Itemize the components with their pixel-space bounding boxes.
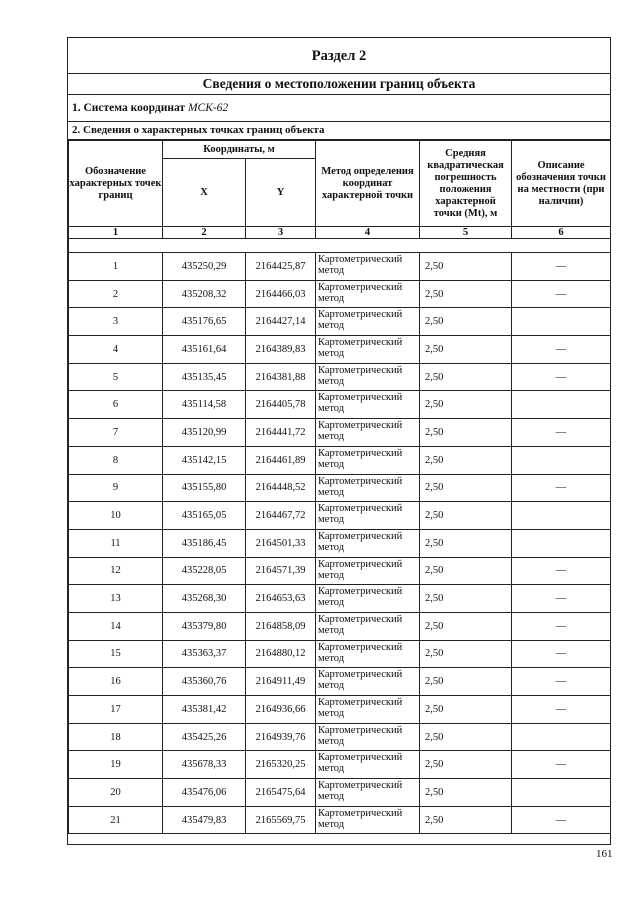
y-coordinate-cell: 2164501,33 xyxy=(246,529,316,557)
point-number-cell: 7 xyxy=(69,419,163,447)
error-cell: 2,50 xyxy=(420,779,512,807)
table-row xyxy=(69,253,611,281)
y-coordinate-cell: 2164911,49 xyxy=(246,668,316,696)
x-coordinate-cell: 435250,29 xyxy=(163,253,246,281)
y-coordinate-cell: 2164467,72 xyxy=(246,502,316,530)
error-cell: 2,50 xyxy=(420,751,512,779)
point-number-cell: 3 xyxy=(69,308,163,336)
header-coordinates: Координаты, м xyxy=(163,141,316,159)
method-cell: Картометрический метод xyxy=(316,612,420,640)
x-coordinate-cell: 435142,15 xyxy=(163,446,246,474)
x-coordinate-cell: 435476,06 xyxy=(163,779,246,807)
table-row xyxy=(69,640,611,668)
header-error: Средняя квадратическая погрешность положения характерной точки (Mt), м xyxy=(420,141,512,227)
error-cell: 2,50 xyxy=(420,612,512,640)
table-row xyxy=(69,723,611,751)
table-row xyxy=(69,751,611,779)
x-coordinate-cell: 435155,80 xyxy=(163,474,246,502)
x-coordinate-cell: 435360,76 xyxy=(163,668,246,696)
error-cell: 2,50 xyxy=(420,446,512,474)
error-cell: 2,50 xyxy=(420,253,512,281)
description-cell xyxy=(512,308,611,336)
method-cell: Картометрический метод xyxy=(316,640,420,668)
column-number: 2 xyxy=(163,227,246,239)
description-cell: — xyxy=(512,640,611,668)
description-cell: — xyxy=(512,557,611,585)
y-coordinate-cell: 2164653,63 xyxy=(246,585,316,613)
x-coordinate-cell: 435161,64 xyxy=(163,336,246,364)
table-row xyxy=(69,280,611,308)
description-cell: — xyxy=(512,280,611,308)
table-row xyxy=(69,474,611,502)
header-description: Описание обозначения точки на местности (при наличии) xyxy=(512,141,611,227)
method-cell: Картометрический метод xyxy=(316,446,420,474)
y-coordinate-cell: 2164425,87 xyxy=(246,253,316,281)
table-row xyxy=(69,668,611,696)
y-coordinate-cell: 2164405,78 xyxy=(246,391,316,419)
point-number-cell: 12 xyxy=(69,557,163,585)
point-number-cell: 4 xyxy=(69,336,163,364)
table-row xyxy=(69,779,611,807)
error-cell: 2,50 xyxy=(420,668,512,696)
blank-row xyxy=(69,239,611,253)
description-cell: — xyxy=(512,474,611,502)
table-row xyxy=(69,336,611,364)
error-cell: 2,50 xyxy=(420,557,512,585)
y-coordinate-cell: 2164858,09 xyxy=(246,612,316,640)
table-row xyxy=(69,806,611,834)
x-coordinate-cell: 435379,80 xyxy=(163,612,246,640)
description-cell xyxy=(512,779,611,807)
description-cell: — xyxy=(512,696,611,724)
y-coordinate-cell: 2164461,89 xyxy=(246,446,316,474)
method-cell: Картометрический метод xyxy=(316,363,420,391)
table-row xyxy=(69,502,611,530)
point-number-cell: 1 xyxy=(69,253,163,281)
header-y: Y xyxy=(246,159,316,227)
y-coordinate-cell: 2164389,83 xyxy=(246,336,316,364)
table-row xyxy=(69,612,611,640)
column-numbers-row xyxy=(69,227,611,239)
x-coordinate-cell: 435135,45 xyxy=(163,363,246,391)
description-cell: — xyxy=(512,419,611,447)
point-number-cell: 11 xyxy=(69,529,163,557)
blank-cell xyxy=(69,239,611,253)
column-number: 4 xyxy=(316,227,420,239)
description-cell xyxy=(512,502,611,530)
document-sheet xyxy=(67,37,611,845)
section-subtitle: Сведения о местоположении границ объекта xyxy=(68,74,610,95)
point-number-cell: 21 xyxy=(69,806,163,834)
error-cell: 2,50 xyxy=(420,806,512,834)
table-row xyxy=(69,529,611,557)
x-coordinate-cell: 435114,58 xyxy=(163,391,246,419)
method-cell: Картометрический метод xyxy=(316,474,420,502)
point-number-cell: 13 xyxy=(69,585,163,613)
error-cell: 2,50 xyxy=(420,502,512,530)
error-cell: 2,50 xyxy=(420,696,512,724)
method-cell: Картометрический метод xyxy=(316,336,420,364)
error-cell: 2,50 xyxy=(420,640,512,668)
x-coordinate-cell: 435120,99 xyxy=(163,419,246,447)
y-coordinate-cell: 2164936,66 xyxy=(246,696,316,724)
method-cell: Картометрический метод xyxy=(316,529,420,557)
point-number-cell: 14 xyxy=(69,612,163,640)
column-number: 5 xyxy=(420,227,512,239)
point-number-cell: 16 xyxy=(69,668,163,696)
description-cell xyxy=(512,723,611,751)
method-cell: Картометрический метод xyxy=(316,723,420,751)
point-number-cell: 5 xyxy=(69,363,163,391)
y-coordinate-cell: 2164441,72 xyxy=(246,419,316,447)
method-cell: Картометрический метод xyxy=(316,779,420,807)
y-coordinate-cell: 2165475,64 xyxy=(246,779,316,807)
points-table-body xyxy=(69,253,611,834)
table-row xyxy=(69,363,611,391)
point-number-cell: 6 xyxy=(69,391,163,419)
column-number: 6 xyxy=(512,227,611,239)
header-x: X xyxy=(163,159,246,227)
method-cell: Картометрический метод xyxy=(316,308,420,336)
description-cell: — xyxy=(512,253,611,281)
point-number-cell: 2 xyxy=(69,280,163,308)
column-number: 3 xyxy=(246,227,316,239)
coord-system-value: МСК-62 xyxy=(187,102,229,114)
y-coordinate-cell: 2164466,03 xyxy=(246,280,316,308)
y-coordinate-cell: 2165569,75 xyxy=(246,806,316,834)
x-coordinate-cell: 435268,30 xyxy=(163,585,246,613)
x-coordinate-cell: 435165,05 xyxy=(163,502,246,530)
description-cell: — xyxy=(512,806,611,834)
y-coordinate-cell: 2164571,39 xyxy=(246,557,316,585)
table-row xyxy=(69,391,611,419)
x-coordinate-cell: 435479,83 xyxy=(163,806,246,834)
point-number-cell: 20 xyxy=(69,779,163,807)
table-row xyxy=(69,696,611,724)
error-cell: 2,50 xyxy=(420,723,512,751)
x-coordinate-cell: 435228,05 xyxy=(163,557,246,585)
section-title: Раздел 2 xyxy=(68,38,610,74)
description-cell xyxy=(512,529,611,557)
x-coordinate-cell: 435176,65 xyxy=(163,308,246,336)
error-cell: 2,50 xyxy=(420,529,512,557)
y-coordinate-cell: 2164381,88 xyxy=(246,363,316,391)
y-coordinate-cell: 2164880,12 xyxy=(246,640,316,668)
point-number-cell: 19 xyxy=(69,751,163,779)
table-row xyxy=(69,557,611,585)
x-coordinate-cell: 435186,45 xyxy=(163,529,246,557)
header-point-designation: Обозначение характерных точек границ xyxy=(69,141,163,227)
coord-system-row xyxy=(68,95,610,122)
error-cell: 2,50 xyxy=(420,391,512,419)
x-coordinate-cell: 435678,33 xyxy=(163,751,246,779)
x-coordinate-cell: 435425,26 xyxy=(163,723,246,751)
table-row xyxy=(69,585,611,613)
method-cell: Картометрический метод xyxy=(316,280,420,308)
description-cell: — xyxy=(512,668,611,696)
error-cell: 2,50 xyxy=(420,363,512,391)
error-cell: 2,50 xyxy=(420,308,512,336)
method-cell: Картометрический метод xyxy=(316,502,420,530)
point-number-cell: 9 xyxy=(69,474,163,502)
error-cell: 2,50 xyxy=(420,419,512,447)
point-number-cell: 15 xyxy=(69,640,163,668)
description-cell: — xyxy=(512,363,611,391)
point-number-cell: 10 xyxy=(69,502,163,530)
error-cell: 2,50 xyxy=(420,585,512,613)
method-cell: Картометрический метод xyxy=(316,806,420,834)
x-coordinate-cell: 435381,42 xyxy=(163,696,246,724)
method-cell: Картометрический метод xyxy=(316,668,420,696)
x-coordinate-cell: 435208,32 xyxy=(163,280,246,308)
description-cell xyxy=(512,391,611,419)
error-cell: 2,50 xyxy=(420,474,512,502)
error-cell: 2,50 xyxy=(420,336,512,364)
method-cell: Картометрический метод xyxy=(316,585,420,613)
table-row xyxy=(69,446,611,474)
y-coordinate-cell: 2165320,25 xyxy=(246,751,316,779)
description-cell xyxy=(512,446,611,474)
description-cell: — xyxy=(512,751,611,779)
y-coordinate-cell: 2164427,14 xyxy=(246,308,316,336)
header-method: Метод определения координат характерной точки xyxy=(316,141,420,227)
description-cell: — xyxy=(512,585,611,613)
x-coordinate-cell: 435363,37 xyxy=(163,640,246,668)
method-cell: Картометрический метод xyxy=(316,557,420,585)
point-number-cell: 8 xyxy=(69,446,163,474)
point-number-cell: 18 xyxy=(69,723,163,751)
method-cell: Картометрический метод xyxy=(316,419,420,447)
table-row xyxy=(69,419,611,447)
coord-system-label: 1. Система координат xyxy=(72,102,186,114)
y-coordinate-cell: 2164448,52 xyxy=(246,474,316,502)
error-cell: 2,50 xyxy=(420,280,512,308)
point-number-cell: 17 xyxy=(69,696,163,724)
table-row xyxy=(69,308,611,336)
description-cell: — xyxy=(512,336,611,364)
method-cell: Картометрический метод xyxy=(316,391,420,419)
description-cell: — xyxy=(512,612,611,640)
method-cell: Картометрический метод xyxy=(316,253,420,281)
page-number: 161 xyxy=(596,848,613,860)
points-section-title: 2. Сведения о характерных точках границ объекта xyxy=(68,122,610,140)
y-coordinate-cell: 2164939,76 xyxy=(246,723,316,751)
points-table xyxy=(68,140,611,834)
method-cell: Картометрический метод xyxy=(316,696,420,724)
method-cell: Картометрический метод xyxy=(316,751,420,779)
column-number: 1 xyxy=(69,227,163,239)
